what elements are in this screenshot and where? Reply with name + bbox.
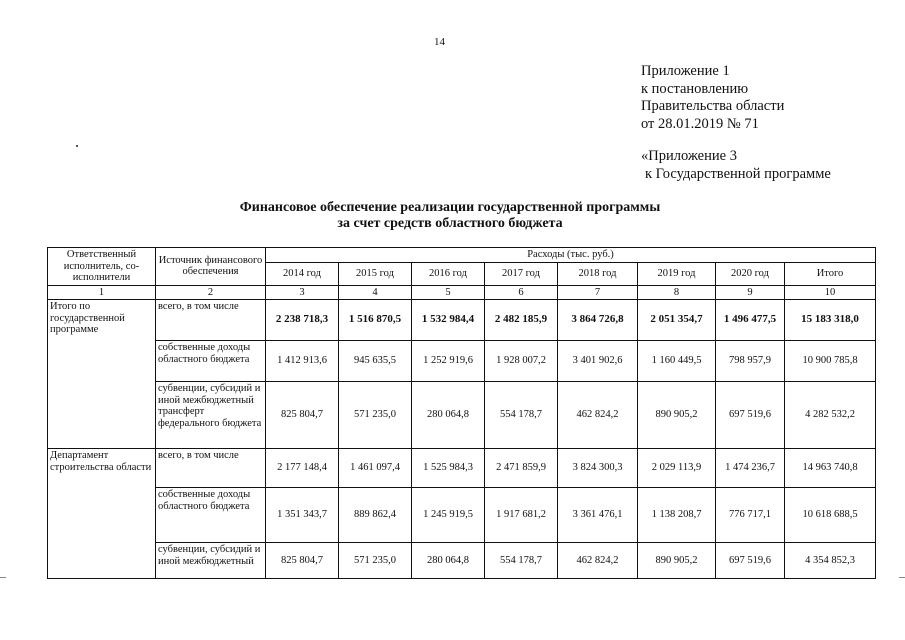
table-row — [48, 341, 876, 382]
value-cell: 280 064,8 — [412, 543, 485, 579]
total-cell: 4 282 532,2 — [785, 382, 876, 449]
column-index: 2 — [156, 285, 266, 300]
total-cell: 10 900 785,8 — [785, 341, 876, 382]
executor-cell: Итого по государственной программе — [48, 300, 156, 449]
crop-mark — [899, 577, 905, 578]
value-cell: 1 160 449,5 — [638, 341, 716, 382]
header-year: 2018 год — [558, 262, 638, 285]
source-cell: субвенции, субсидий и иной межбюджетный трансферт федерального бюджета — [156, 382, 266, 449]
value-cell: 1 532 984,4 — [412, 300, 485, 341]
appendix-line: от 28.01.2019 № 71 — [641, 115, 759, 132]
value-cell: 462 824,2 — [558, 543, 638, 579]
appendix-line: к постановлению — [641, 80, 749, 97]
source-cell: субвенции, субсидий и иной межбюджетный — [156, 543, 266, 579]
column-index: 10 — [785, 285, 876, 300]
header-expenses: Расходы (тыс. руб.) — [266, 248, 876, 263]
value-cell: 1 525 984,3 — [412, 449, 485, 488]
value-cell: 2 471 859,9 — [485, 449, 558, 488]
appendix-line: Приложение 1 — [641, 63, 730, 79]
table-row — [48, 300, 876, 341]
value-cell: 890 905,2 — [638, 543, 716, 579]
value-cell: 2 482 185,9 — [485, 300, 558, 341]
total-cell: 14 963 740,8 — [785, 449, 876, 488]
value-cell: 554 178,7 — [485, 382, 558, 449]
total-cell: 4 354 852,3 — [785, 543, 876, 579]
header-year: 2016 год — [412, 262, 485, 285]
value-cell: 280 064,8 — [412, 382, 485, 449]
header-executor: Ответственный исполнитель, со-исполнители — [48, 248, 156, 286]
appendix-reference — [641, 148, 831, 183]
value-cell: 889 862,4 — [339, 488, 412, 543]
appendix-ref-line: «Приложение 3 — [641, 148, 737, 164]
column-index-row — [48, 285, 876, 300]
appendix-header — [641, 63, 784, 133]
value-cell: 1 516 870,5 — [339, 300, 412, 341]
source-cell: всего, в том числе — [156, 449, 266, 488]
table-row — [48, 488, 876, 543]
value-cell: 1 138 208,7 — [638, 488, 716, 543]
value-cell: 1 928 007,2 — [485, 341, 558, 382]
title-line: Финансовое обеспечение реализации государственной программы — [239, 200, 661, 215]
column-index: 8 — [638, 285, 716, 300]
table-row — [48, 449, 876, 488]
column-index: 1 — [48, 285, 156, 300]
value-cell: 1 496 477,5 — [716, 300, 785, 341]
value-cell: 2 177 148,4 — [266, 449, 339, 488]
value-cell: 697 519,6 — [716, 543, 785, 579]
total-cell: 10 618 688,5 — [785, 488, 876, 543]
header-row — [48, 248, 876, 263]
title-line: за счет средств областного бюджета — [337, 216, 563, 231]
appendix-line: Правительства области — [641, 98, 785, 114]
table-row — [48, 543, 876, 579]
value-cell: 1 412 913,6 — [266, 341, 339, 382]
value-cell: 3 401 902,6 — [558, 341, 638, 382]
value-cell: 3 361 476,1 — [558, 488, 638, 543]
header-total: Итого — [785, 262, 876, 285]
source-cell: собственные доходы областного бюджета — [156, 341, 266, 382]
value-cell: 890 905,2 — [638, 382, 716, 449]
value-cell: 945 635,5 — [339, 341, 412, 382]
value-cell: 1 474 236,7 — [716, 449, 785, 488]
value-cell: 1 917 681,2 — [485, 488, 558, 543]
value-cell: 2 029 113,9 — [638, 449, 716, 488]
value-cell: 2 051 354,7 — [638, 300, 716, 341]
value-cell: 462 824,2 — [558, 382, 638, 449]
financing-table — [47, 247, 876, 579]
value-cell: 1 245 919,5 — [412, 488, 485, 543]
value-cell: 1 351 343,7 — [266, 488, 339, 543]
source-cell: собственные доходы областного бюджета — [156, 488, 266, 543]
column-index: 9 — [716, 285, 785, 300]
header-year: 2019 год — [638, 262, 716, 285]
header-year: 2015 год — [339, 262, 412, 285]
total-cell: 15 183 318,0 — [785, 300, 876, 341]
appendix-ref-line: к Государственной программе — [645, 165, 831, 182]
value-cell: 1 461 097,4 — [339, 449, 412, 488]
source-cell: всего, в том числе — [156, 300, 266, 341]
header-year: 2020 год — [716, 262, 785, 285]
value-cell: 776 717,1 — [716, 488, 785, 543]
value-cell: 2 238 718,3 — [266, 300, 339, 341]
crop-mark — [0, 577, 6, 578]
header-year: 2014 год — [266, 262, 339, 285]
column-index: 6 — [485, 285, 558, 300]
executor-cell: Департамент строительства области — [48, 449, 156, 579]
value-cell: 825 804,7 — [266, 543, 339, 579]
value-cell: 571 235,0 — [339, 382, 412, 449]
table-row — [48, 382, 876, 449]
column-index: 7 — [558, 285, 638, 300]
header-source: Источник финансового обеспечения — [156, 248, 266, 286]
value-cell: 825 804,7 — [266, 382, 339, 449]
value-cell: 697 519,6 — [716, 382, 785, 449]
value-cell: 1 252 919,6 — [412, 341, 485, 382]
page-number: 14 — [434, 36, 445, 48]
scan-speck — [76, 145, 78, 147]
column-index: 4 — [339, 285, 412, 300]
header-year: 2017 год — [485, 262, 558, 285]
document-title — [180, 200, 720, 232]
value-cell: 798 957,9 — [716, 341, 785, 382]
value-cell: 3 824 300,3 — [558, 449, 638, 488]
column-index: 5 — [412, 285, 485, 300]
column-index: 3 — [266, 285, 339, 300]
value-cell: 571 235,0 — [339, 543, 412, 579]
value-cell: 3 864 726,8 — [558, 300, 638, 341]
value-cell: 554 178,7 — [485, 543, 558, 579]
